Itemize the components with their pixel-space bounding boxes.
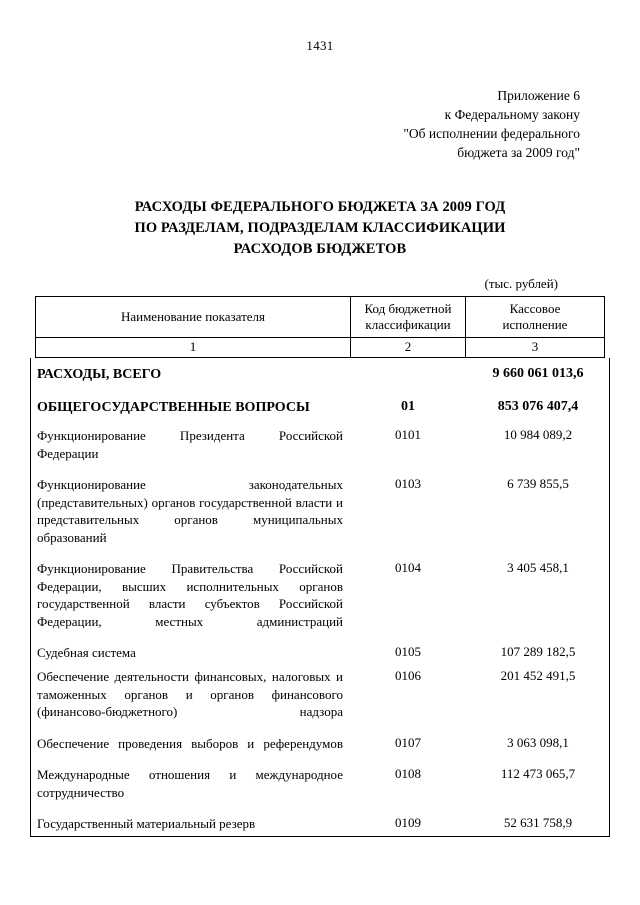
budget-table-header xyxy=(35,296,605,359)
row-indicator-name: Функционирование Правительства Российской Федерации, высших исполнительных органов государственной власти субъектов Российской Федерации, местных администраций xyxy=(37,561,343,629)
row-cash-execution: 853 076 407,4 xyxy=(497,399,579,415)
row-budget-code: 0101 xyxy=(395,426,421,442)
column-number-3: 3 xyxy=(466,338,605,358)
row-budget-code xyxy=(349,358,467,391)
row-budget-code: 0107 xyxy=(395,734,421,750)
row-spacer xyxy=(31,549,610,557)
page-number: 1431 xyxy=(306,38,334,53)
page-title-line-2: ПО РАЗДЕЛАМ, ПОДРАЗДЕЛАМ КЛАССИФИКАЦИИ xyxy=(134,219,506,236)
row-spacer-cell xyxy=(31,755,610,763)
row-spacer-cell xyxy=(31,804,610,812)
row-cash-execution: 3 063 098,1 xyxy=(507,734,569,750)
header-budget-code-line-2: классификации xyxy=(365,316,451,332)
table-row xyxy=(31,557,610,633)
table-row xyxy=(31,391,610,424)
row-cash-execution: 3 405 458,1 xyxy=(507,560,569,576)
table-header-row xyxy=(36,296,605,338)
row-budget-code: 0103 xyxy=(395,476,421,492)
appendix-line-3: "Об исполнении федерального xyxy=(403,126,580,142)
row-budget-code: 0108 xyxy=(395,766,421,782)
row-spacer xyxy=(31,465,610,473)
row-spacer-cell xyxy=(31,465,610,473)
appendix-line-1: Приложение 6 xyxy=(497,88,580,103)
row-spacer-cell xyxy=(31,549,610,557)
column-number-1: 1 xyxy=(36,338,351,358)
appendix-line-2: к Федеральному закону xyxy=(444,107,580,123)
row-spacer-cell xyxy=(31,724,610,732)
row-spacer xyxy=(31,633,610,641)
row-cash-execution: 6 739 855,5 xyxy=(507,476,569,492)
row-cash-execution: 10 984 089,2 xyxy=(503,426,573,442)
row-cash-execution: 52 631 758,9 xyxy=(503,815,573,831)
row-indicator-name: Функционирование Президента Российской Федерации xyxy=(37,427,343,461)
row-indicator-name: Обеспечение деятельности финансовых, налоговых и таможенных органов и органов финансового (финансово-бюджетного) надзора xyxy=(37,668,343,720)
row-cash-execution: 201 452 491,5 xyxy=(500,667,576,683)
table-row xyxy=(31,665,610,724)
page-title-line-3: РАСХОДОВ БЮДЖЕТОВ xyxy=(233,240,407,257)
row-cash-execution: 107 289 182,5 xyxy=(500,644,576,660)
header-cash-execution xyxy=(466,296,605,338)
header-cash-execution-line-2: исполнение xyxy=(502,316,568,332)
row-budget-code: 0104 xyxy=(395,560,421,576)
table-row xyxy=(31,424,610,465)
table-row xyxy=(31,358,610,391)
table-row xyxy=(31,763,610,804)
column-number-2: 2 xyxy=(351,338,466,358)
row-indicator-name: РАСХОДЫ, ВСЕГО xyxy=(37,367,162,383)
appendix-reference xyxy=(48,86,592,163)
row-indicator-name: Функционирование законодательных (представительных) органов государственной власти и представительных органов муниципальных образований xyxy=(37,477,343,545)
table-row xyxy=(31,732,610,756)
row-budget-code: 0105 xyxy=(395,644,421,660)
units-label: (тыс. рублей) xyxy=(484,275,558,291)
row-budget-code: 0106 xyxy=(395,667,421,683)
row-indicator-name: Международные отношения и международное сотрудничество xyxy=(37,767,343,800)
header-indicator-name: Наименование показателя xyxy=(36,296,351,338)
row-budget-code: 0109 xyxy=(395,815,421,831)
row-cash-execution: 9 660 061 013,6 xyxy=(492,366,584,382)
row-spacer-cell xyxy=(31,633,610,641)
row-budget-code: 01 xyxy=(401,399,415,415)
row-indicator-name: Обеспечение проведения выборов и референдумов xyxy=(37,735,343,751)
row-cash-execution: 112 473 065,7 xyxy=(500,766,576,782)
header-cash-execution-line-1: Кассовое xyxy=(509,300,561,316)
header-budget-code-line-1: Код бюджетной xyxy=(364,300,452,316)
table-row xyxy=(31,473,610,549)
table-row xyxy=(31,641,610,665)
page-title-line-1: РАСХОДЫ ФЕДЕРАЛЬНОГО БЮДЖЕТА ЗА 2009 ГОД xyxy=(134,198,506,215)
table-row xyxy=(31,812,610,836)
table-column-number-row xyxy=(36,338,605,358)
row-indicator-name: ОБЩЕГОСУДАРСТВЕННЫЕ ВОПРОСЫ xyxy=(37,400,310,416)
row-spacer xyxy=(31,804,610,812)
row-indicator-name: Судебная система xyxy=(37,645,136,661)
page-title xyxy=(48,197,592,260)
row-spacer xyxy=(31,755,610,763)
appendix-line-4: бюджета за 2009 год" xyxy=(457,145,580,161)
budget-table-body xyxy=(30,358,610,837)
row-spacer xyxy=(31,724,610,732)
header-budget-code xyxy=(351,296,466,338)
row-indicator-name: Государственный материальный резерв xyxy=(37,816,256,832)
